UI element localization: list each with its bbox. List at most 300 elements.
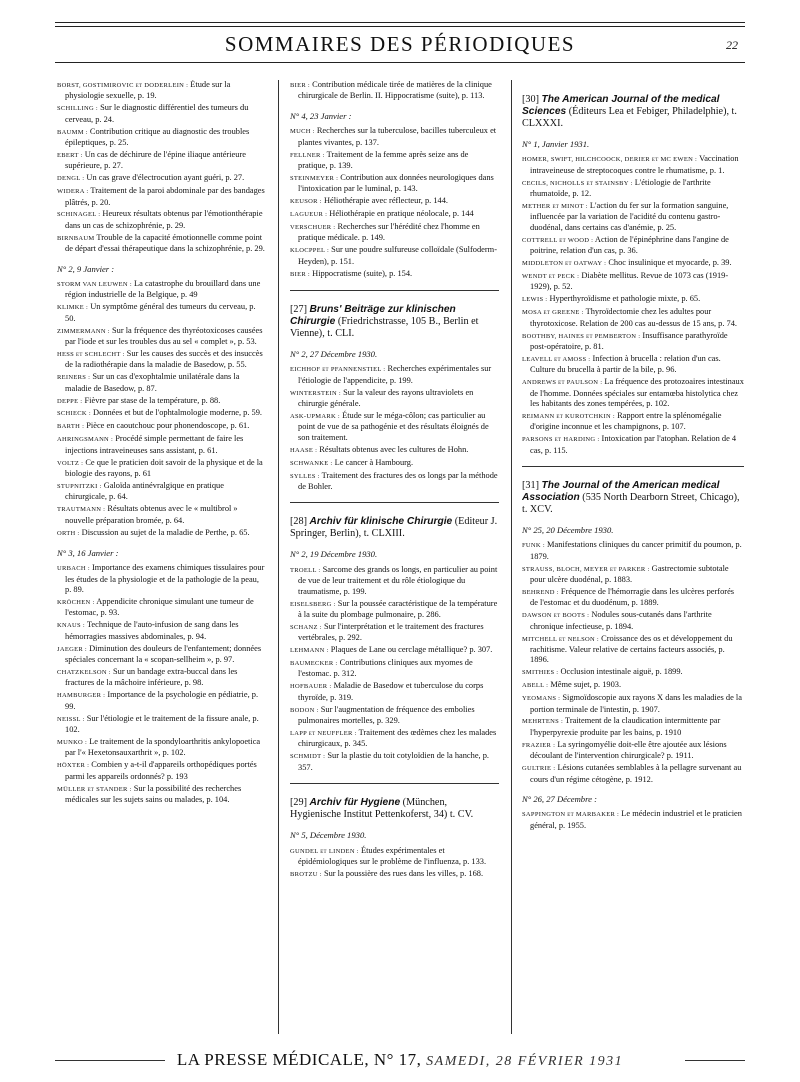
article-title: Pièce en caoutchouc pour phonendoscope, p. 61.: [86, 421, 250, 431]
journal-publisher: (535 North Dearborn Street, Chicago), t. XCV.: [522, 491, 740, 515]
article-authors: EBERT :: [57, 151, 83, 159]
entries-col2b: [290, 349, 499, 492]
article-authors: ZIMMERMANN :: [57, 327, 110, 335]
article-entry: [522, 271, 744, 293]
issue-date: N° 1, Janvier 1931.: [522, 139, 590, 149]
article-authors: TROELL :: [290, 566, 321, 574]
article-entry: [57, 326, 266, 348]
article-title: Sur la fréquence des thyréotoxicoses causées par l'iode et sur les troubles dus au sel « complet », p. 53.: [65, 325, 263, 347]
article-authors: BIER :: [290, 82, 311, 89]
article-authors: KNAUS :: [57, 622, 85, 630]
article-authors: DAWSON et BOOTS :: [522, 612, 590, 620]
article-authors: BAUMM :: [57, 128, 88, 136]
article-entry: [290, 622, 499, 644]
article-authors: GUNDEL et LINDEN :: [290, 847, 359, 855]
article-title: Le traitement de la spondyloarthritis ankylopoetica par l'« Hexetonsauxarthrit », p. 102.: [65, 736, 261, 758]
column-3: [522, 80, 744, 1022]
article-entry: [522, 434, 744, 456]
article-authors: MIDDLETON et OATWAY :: [522, 260, 607, 268]
article-entry: [522, 740, 744, 762]
journal-number: [30]: [522, 94, 539, 105]
article-authors: METHER et MINOT :: [522, 203, 588, 211]
article-entry: [522, 667, 744, 678]
article-authors: DEPPE :: [57, 397, 83, 405]
journal-name: The Journal of the American medical Association: [522, 479, 720, 503]
article-entry: [522, 154, 744, 176]
article-authors: LAGUEUR :: [290, 211, 328, 219]
column-1: [57, 80, 266, 1022]
article-authors: KLOCPPEL :: [290, 247, 330, 255]
article-title: Technique de l'auto-infusion de sang dans les hémorragies massives abdominales, p. 94.: [65, 620, 239, 641]
article-authors: GULTRIE :: [522, 765, 556, 773]
article-authors: SCHIECK :: [57, 410, 91, 418]
journal-name: Archiv für klinische Chirurgie: [309, 516, 453, 528]
article-authors: HAMBURGER :: [57, 692, 106, 700]
journal-number: [27]: [290, 304, 307, 315]
article-authors: ASK-UPMARK :: [290, 413, 341, 421]
article-entry: [57, 458, 266, 480]
entries-col3a: [522, 139, 744, 456]
article-authors: CHATZKELSON :: [57, 669, 111, 676]
article-entry: [57, 481, 266, 503]
column-2: [290, 80, 499, 1022]
article-title: Sur l'augmentation de fréquence des embolies pulmonaires mortelles, p. 329.: [298, 704, 475, 726]
article-title: Trouble de la capacité émotionnelle comme point de départ d'essai thérapeutique dans la schizophrénie, p. 29.: [65, 232, 265, 254]
article-title: Rapport entre la splénomégalie d'origine inconnue et les champignons, p. 107.: [530, 410, 722, 432]
article-title: Un cas de déchirure de l'épine iliaque antérieure supérieure, p. 27.: [65, 149, 246, 171]
article-authors: BAUMECKER :: [290, 660, 338, 668]
article-entry: [290, 445, 499, 456]
entries-col1: [57, 80, 266, 805]
article-authors: STUPNITZKI :: [57, 482, 102, 490]
article-authors: BODON :: [290, 706, 319, 714]
article-entry: [57, 209, 266, 231]
issue-date: N° 26, 27 Décembre :: [522, 793, 597, 804]
article-authors: STRAUSS, BLOCH, MEYER et PARKER :: [522, 565, 650, 573]
article-title: Sur la plastie du toit cotyloïdien de la hanche, p. 357.: [298, 751, 490, 772]
article-entry: [57, 667, 266, 689]
issue-date: N° 2, 9 Janvier :: [57, 263, 115, 274]
page-footer: [0, 1050, 800, 1070]
article-entry: [290, 599, 499, 621]
article-title: Nodules sous-cutanés dans l'arthrite chronique infectieuse, p. 1894.: [530, 610, 712, 631]
article-entry: [522, 354, 744, 376]
article-title: Recherches sur l'hérédité chez l'homme en pratique médicale. p. 149.: [298, 221, 480, 243]
article-entry: [57, 421, 266, 432]
article-title: Étude sur la physiologie sexuelle, p. 19.: [65, 80, 231, 101]
article-authors: YEOMANS :: [522, 695, 561, 703]
article-title: L'action du fer sur la formation sanguine, influencée par la variation de l'acidité du contenu gastro-duodénal, dans certains cas d'anémie, p. 25.: [530, 201, 729, 232]
footer-date: SAMEDI, 28 FÉVRIER 1931: [426, 1054, 624, 1069]
article-title: Galoïda antinévralgique en pratique chirurgicale, p. 64.: [65, 480, 224, 502]
article-entry: [290, 411, 499, 443]
article-title: La syringomyélie doit-elle être ajoutée aux lésions découlant de l'intervention chirurgicale? p. 1911.: [530, 739, 727, 761]
article-title: Combien y a-t-il d'appareils orthopédiques portés parmi les appareils ordonnés? p. 193: [65, 760, 257, 781]
journal-publisher: (München, Hygienische Institut Pettenkoferst, 34) t. CV.: [290, 797, 474, 821]
article-authors: BIER :: [290, 270, 311, 278]
article-title: Contributions cliniques aux myomes de l'estomac. p. 312.: [298, 658, 473, 679]
page-number: 22: [726, 38, 738, 52]
header-rule-top-2: [55, 26, 745, 27]
article-authors: LEWIS :: [522, 296, 548, 304]
issue-date: N° 2, 19 Décembre 1930.: [290, 549, 378, 560]
article-authors: EICHHOF et PFANNENSTIEL :: [290, 366, 386, 374]
article-entry: [57, 434, 266, 456]
issue-date: N° 5, Décembre 1930.: [290, 830, 367, 841]
article-entry: [290, 173, 499, 195]
article-authors: PARSONS et HARDING :: [522, 436, 600, 444]
article-authors: KRÖCHEN :: [57, 599, 95, 607]
article-entry: [290, 150, 499, 172]
header-rule-top: [55, 22, 745, 23]
article-authors: LEAVELL et AMOSS :: [522, 355, 591, 363]
entries-col2a: [290, 80, 499, 280]
article-title: Gastrectomie subtotale pour ulcère duodénal, p. 1883.: [530, 563, 729, 585]
header-rule-bottom: [55, 62, 745, 63]
article-entry: [522, 294, 744, 305]
article-entry: [522, 693, 744, 715]
article-entry: [57, 620, 266, 642]
article-title: Sur la poussière des rues dans les villes, p. 168.: [323, 868, 484, 878]
article-title: Thyroïdectomie chez les adultes pour thyrotoxicose. Relation de 200 cas au-dessus de 15 ans, p. 74.: [530, 307, 738, 328]
article-title: Action de l'épinéphrine dans l'angine de poitrine, relation d'un cas, p. 36.: [530, 234, 729, 256]
article-authors: BARTH :: [57, 423, 85, 431]
article-authors: BIRNBAUM: [57, 234, 95, 242]
article-authors: HAASE :: [290, 446, 318, 454]
article-title: Un cas grave d'électrocution ayant guéri, p. 27.: [86, 173, 245, 183]
article-entry: [290, 222, 499, 244]
article-title: La catastrophe du brouillard dans une région industrielle de la Belgique, p. 49: [65, 279, 261, 300]
article-authors: MITCHELL et NELSON :: [522, 635, 600, 643]
article-entry: [57, 760, 266, 782]
article-title: Un symptôme général des tumeurs du cerveau, p. 50.: [65, 302, 256, 323]
journal-number: [28]: [290, 516, 307, 528]
article-title: Sur un bandage extra-buccal dans les fractures de la mâchoire inférieure, p. 98.: [65, 667, 238, 688]
footer-rule-right: [685, 1060, 745, 1061]
article-title: Plaques de Lane ou cerclage métallique? p. 307.: [330, 645, 493, 655]
article-entry: [57, 103, 266, 125]
article-authors: ABELL :: [522, 682, 549, 690]
article-entry: [57, 127, 266, 149]
article-title: Traitement de la claudication intermittente par l'hyperpyrexie produite par les bains, p. 1910: [530, 716, 721, 737]
article-title: Le médecin industriel et le praticien général, p. 1955.: [530, 809, 742, 830]
article-authors: HOFBAUER :: [290, 683, 332, 691]
article-authors: SAPPINGTON et MARBAKER :: [522, 811, 620, 819]
article-authors: ORTH :: [57, 529, 80, 537]
article-title: Intoxication par l'atophan. Relation de 4 cas, p. 115.: [530, 434, 737, 455]
article-entry: [57, 80, 266, 102]
article-authors: FUNK :: [522, 542, 545, 550]
article-title: Discussion au sujet de la maladie de Perthe, p. 65.: [81, 527, 250, 537]
article-title: Croissance des os et développement du rachitisme. Valeur relative de certains facteurs associés, p. 1896.: [530, 633, 733, 665]
article-entry: [522, 331, 744, 353]
article-title: Hippocratisme (suite), p. 154.: [312, 268, 413, 278]
article-entry: [522, 809, 744, 831]
entries-col3b: [522, 525, 744, 831]
article-entry: [522, 587, 744, 609]
article-title: Résultats obtenus avec les cultures de Hohn.: [319, 444, 469, 454]
article-authors: MUCH :: [290, 128, 315, 136]
article-title: Traitement de la femme après seize ans de pratique, p. 139.: [298, 149, 469, 170]
article-title: Contribution aux données neurologiques dans l'intoxication par le luminal, p. 143.: [298, 172, 494, 194]
article-authors: SYLLES :: [290, 472, 320, 480]
article-authors: URBACH :: [57, 565, 90, 573]
article-entry: [290, 388, 499, 410]
section-rule: [290, 290, 499, 292]
article-title: Le cancer à Hambourg.: [334, 457, 414, 467]
article-authors: EISELSBERG :: [290, 600, 336, 608]
article-entry: [290, 869, 499, 880]
article-title: Recherches expérimentales sur l'étiologie de l'appendicite, p. 199.: [298, 364, 492, 385]
issue-date: N° 2, 27 Décembre 1930.: [290, 349, 378, 359]
article-authors: LEHMANN :: [290, 647, 329, 655]
article-entry: [57, 408, 266, 419]
article-title: Sarcome des grands os longs, en particulier au point de vue de leur traitement et du rôle étiologique du traumatisme, p. 199.: [298, 564, 498, 596]
journal-publisher: (Éditeurs Lea et Febiger, Philadelphie), t. CLXXXI.: [522, 106, 737, 129]
article-title: Importance de la psychologie en pédiatrie, p. 99.: [65, 690, 259, 711]
journal-heading-27: [290, 304, 499, 340]
article-authors: KEUSOR :: [290, 198, 322, 206]
article-title: Ce que le praticien doit savoir de la physique et de la biologie des rayons, p. 61: [65, 457, 263, 478]
article-entry: [522, 258, 744, 269]
footer-journal: LA PRESSE MÉDICALE, N° 17,: [176, 1050, 422, 1069]
article-entry: [57, 279, 266, 301]
article-entry: [290, 269, 499, 280]
article-entry: [290, 705, 499, 727]
article-title: Sur le diagnostic différentiel des tumeurs du cerveau, p. 24.: [65, 103, 249, 124]
article-title: Sur la poussée caractéristique de la température à la suite du plombage pulmonaire, p. 286.: [298, 598, 498, 619]
article-authors: DENGL :: [57, 175, 85, 183]
article-authors: ANDREWS et PAULSON :: [522, 379, 603, 387]
article-authors: BORST, GOSTIMIROVIC et DODERLEIN :: [57, 82, 189, 89]
article-authors: WIDERA :: [57, 188, 89, 196]
article-entry: [290, 196, 499, 207]
journal-name: The American Journal of the medical Sciences: [522, 94, 720, 117]
article-title: Occlusion intestinale aiguë, p. 1899.: [560, 667, 683, 677]
article-title: Vaccination intraveineuse de streptocoques contre le rhumatisme, p. 1.: [530, 154, 739, 175]
article-entry: [57, 150, 266, 172]
article-entry: [57, 597, 266, 619]
article-entry: [522, 178, 744, 200]
article-entry: [290, 209, 499, 220]
article-title: Diabète mellitus. Revue de 1073 cas (1919-1929), p. 52.: [530, 270, 729, 292]
article-title: Recherches sur la tuberculose, bacilles tuberculeux et plantes vivantes, p. 137.: [298, 126, 497, 147]
article-authors: FRAZIER :: [522, 741, 556, 749]
article-entry: [522, 634, 744, 666]
issue-date: N° 25, 20 Décembre 1930.: [522, 524, 614, 535]
article-entry: [290, 681, 499, 703]
article-authors: CECILS, NICHOLLS et STAINSBY :: [522, 179, 633, 187]
article-entry: [522, 201, 744, 233]
article-authors: FELLNER :: [290, 151, 325, 159]
column-divider-1: [278, 80, 279, 1034]
article-authors: BOOTHBY, HAINES et PEMBERTON :: [522, 332, 641, 340]
article-entry: [57, 302, 266, 324]
article-authors: SCHILLING :: [57, 105, 99, 113]
article-title: Fréquence de l'hémorragie dans les ulcères perforés de l'estomac et du duodénum, p. 1889.: [530, 587, 735, 608]
article-entry: [290, 80, 499, 102]
article-entry: [522, 716, 744, 738]
article-title: Heureux résultats obtenus par l'émotionthérapie dans un cas de schizophrénie, p. 29.: [65, 209, 263, 230]
article-entry: [57, 372, 266, 394]
article-entry: [57, 186, 266, 208]
article-title: Contribution médicale tirée de matières de la clinique chirurgicale de Berlin. II. Hippocratisme (suite), p. 113.: [298, 80, 492, 101]
article-entry: [57, 349, 266, 371]
article-authors: LAPP et NEUFFLER :: [290, 729, 357, 737]
article-authors: KLIMKE :: [57, 304, 89, 312]
article-title: Fièvre par stase de la température, p. 88.: [84, 395, 221, 405]
article-title: Manifestations cliniques du cancer primitif du poumon, p. 1879.: [530, 540, 742, 561]
article-entry: [57, 173, 266, 184]
article-entry: [57, 233, 266, 255]
article-title: Sur la valeur des rayons ultraviolets en chirurgie générale.: [298, 387, 474, 409]
article-entry: [290, 471, 499, 493]
entries-col2d: [290, 830, 499, 880]
article-entry: [57, 644, 266, 666]
journal-heading-28: [290, 516, 499, 540]
article-authors: REINERS :: [57, 374, 91, 382]
journal-heading-31: [522, 480, 744, 516]
article-authors: SCHANZ :: [290, 623, 322, 631]
article-title: Hyperthyroïdisme et pathologie mixte, p. 65.: [549, 294, 701, 304]
journal-number: [31]: [522, 479, 539, 491]
article-title: Importance des examens chimiques tissulaires pour les études de la physiologie et de la pathologie de la peau, p. 89.: [65, 563, 265, 595]
article-entry: [290, 126, 499, 148]
article-authors: MEHRTENS :: [522, 718, 564, 726]
article-title: Sur l'interprétation et le traitement des fractures vertébrales, p. 292.: [298, 621, 484, 643]
article-authors: MÜLLER et STANDER :: [57, 785, 132, 793]
article-authors: STORM VAN LEUWEN :: [57, 281, 132, 288]
issue-date: N° 4, 23 Janvier :: [290, 110, 352, 121]
article-entry: [57, 690, 266, 712]
article-title: Traitement des fractures des os longs par la méthode de Bohler.: [298, 470, 498, 491]
article-authors: SCHWANKE :: [290, 459, 333, 467]
article-entry: [522, 680, 744, 691]
article-entry: [522, 411, 744, 433]
article-authors: BEHREND :: [522, 589, 559, 596]
article-title: Maladie de Basedow et tuberculose du corps thyroïde, p. 319.: [298, 681, 484, 702]
article-entry: [290, 458, 499, 469]
journal-heading-29: [290, 797, 499, 821]
article-authors: MOSA et GREENE :: [522, 309, 584, 317]
article-entry: [290, 364, 499, 386]
article-authors: JAEGER :: [57, 645, 88, 653]
article-authors: HÖXTER :: [57, 762, 90, 770]
article-authors: HOMER, SWIFT, HILCHCOOCK, DERIER et MC EWEN :: [522, 156, 698, 164]
article-authors: REIMANN et KUROTCHKIN :: [522, 412, 615, 420]
article-authors: AHRINGSMANN :: [57, 436, 114, 444]
article-authors: MUNKO :: [57, 738, 88, 746]
section-rule: [290, 502, 499, 504]
article-title: Étude sur le méga-côlon; cas particulier au point de vue de sa pathogénie et des résultats éloignés de son traitement.: [298, 411, 489, 442]
section-rule: [290, 783, 499, 785]
article-entry: [57, 396, 266, 407]
article-title: Infection à brucella : relation d'un cas. Culture du brucella à partir de la bile, p. 96.: [530, 353, 721, 375]
article-entry: [522, 763, 744, 785]
column-divider-2: [511, 80, 512, 1034]
article-title: Sur un cas d'exophtalmie unilatérale dans la maladie de Basedow, p. 87.: [65, 372, 240, 393]
article-title: Sur une poudre sulfureuse colloïdale (Sulfoderm-Heyden), p. 151.: [298, 245, 497, 266]
article-title: Héliothérapie en pratique néolocale, p. 144: [329, 209, 474, 219]
article-authors: HESS et SCHLECHT :: [57, 350, 125, 358]
article-entry: [57, 528, 266, 539]
article-authors: COTTRELL et WOOD :: [522, 236, 594, 244]
article-authors: WINTERSTEIN :: [290, 389, 342, 397]
article-title: Sur l'étiologie et le traitement de la fissure anale, p. 102.: [65, 713, 259, 735]
article-entry: [290, 658, 499, 680]
article-authors: VERSCHUER :: [290, 223, 336, 231]
article-title: Lésions cutanées semblables à la pellagre survenant au cours d'un régime cétogène, p. 1912.: [530, 763, 742, 784]
article-entry: [290, 645, 499, 656]
article-authors: NEISSL :: [57, 715, 85, 723]
article-entry: [522, 307, 744, 329]
article-title: Sur la possibilité des recherches médicales sur les sujets sains ou malades, p. 104.: [65, 783, 242, 804]
article-authors: SCHMIDT :: [290, 753, 326, 761]
article-title: Procédé simple permettant de faire les injections intraveineuses sans assistant, p. 61.: [65, 434, 244, 455]
article-entry: [290, 245, 499, 267]
article-entry: [290, 846, 499, 868]
article-title: Contribution critique au diagnostic des troubles épileptiques, p. 25.: [65, 126, 250, 148]
article-title: Héliothérapie avec réflecteur, p. 144.: [323, 196, 448, 206]
article-title: Données et but de l'ophtalmologie moderne, p. 59.: [93, 408, 263, 418]
article-entry: [522, 610, 744, 632]
article-entry: [522, 564, 744, 586]
article-authors: TRAUTMANN :: [57, 506, 106, 514]
article-entry: [290, 565, 499, 597]
journal-name: Bruns' Beiträge zur klinischen Chirurgie: [290, 304, 456, 327]
article-title: L'étiologie de l'arthrite rhumatoïde, p. 12.: [530, 177, 711, 199]
article-title: Choc insulinique et myocarde, p. 39.: [608, 258, 732, 268]
journal-number: [29]: [290, 797, 307, 809]
article-title: Sur les causes des succès et des insuccès de la radiothérapie dans la maladie de Basedow, p. 55.: [65, 348, 263, 370]
article-authors: VOLTZ :: [57, 459, 84, 467]
article-entry: [57, 504, 266, 526]
journal-publisher: (Friedrichstrasse, 105 B., Berlin et Vienne), t. CLI.: [290, 316, 479, 339]
article-authors: WENDT et PECK :: [522, 272, 580, 280]
article-title: Traitement de la paroi abdominale par des bandages plâtrés, p. 20.: [65, 186, 265, 207]
article-title: Insuffisance parathyroïde post-opératoire, p. 81.: [530, 330, 728, 351]
article-title: Résultats obtenus avec le « multibrol » nouvelle préparation bromée, p. 64.: [65, 504, 238, 525]
article-authors: BROTZU :: [290, 870, 322, 878]
article-entry: [290, 751, 499, 773]
article-title: Diminution des douleurs de l'enfantement; données spéciales concernant la « scopan-sellheim », p. 97.: [65, 643, 262, 665]
page-title: SOMMAIRES DES PÉRIODIQUES: [224, 32, 576, 56]
article-authors: SMITHIES :: [522, 669, 559, 677]
article-entry: [522, 377, 744, 409]
article-entry: [57, 784, 266, 806]
journal-name: Archiv für Hygiene: [309, 797, 401, 809]
journal-heading-30: [522, 94, 744, 130]
article-title: Traitement des œdèmes chez les malades chirurgicaux, p. 345.: [298, 727, 497, 749]
article-title: Appendicite chronique simulant une tumeur de l'estomac, p. 93.: [65, 597, 254, 618]
article-entry: [57, 737, 266, 759]
entries-col2c: [290, 549, 499, 773]
article-title: Études expérimentales et épidémiologiques sur le problème de l'influenza, p. 133.: [298, 845, 487, 866]
article-title: Même sujet, p. 1903.: [550, 680, 622, 690]
article-authors: SCHINAGEL :: [57, 211, 101, 219]
section-rule: [522, 466, 744, 468]
article-authors: STEINMEYER :: [290, 174, 339, 182]
article-title: La fréquence des protozoaires intestinaux de l'homme. Données spéciales sur entamœba histolytica chez les habitants des zones tempérées, p. 102.: [530, 377, 744, 408]
article-entry: [290, 728, 499, 750]
article-title: Sigmoïdoscopie aux rayons X dans les maladies de la portion terminale de l'intestin, p. 1907.: [530, 693, 742, 714]
article-entry: [57, 714, 266, 736]
article-entry: [522, 235, 744, 257]
article-entry: [57, 563, 266, 595]
issue-date: N° 3, 16 Janvier :: [57, 547, 119, 558]
article-entry: [522, 540, 744, 562]
journal-publisher: (Editeur J. Springer, Berlin), t. CLXIII.: [290, 516, 498, 540]
